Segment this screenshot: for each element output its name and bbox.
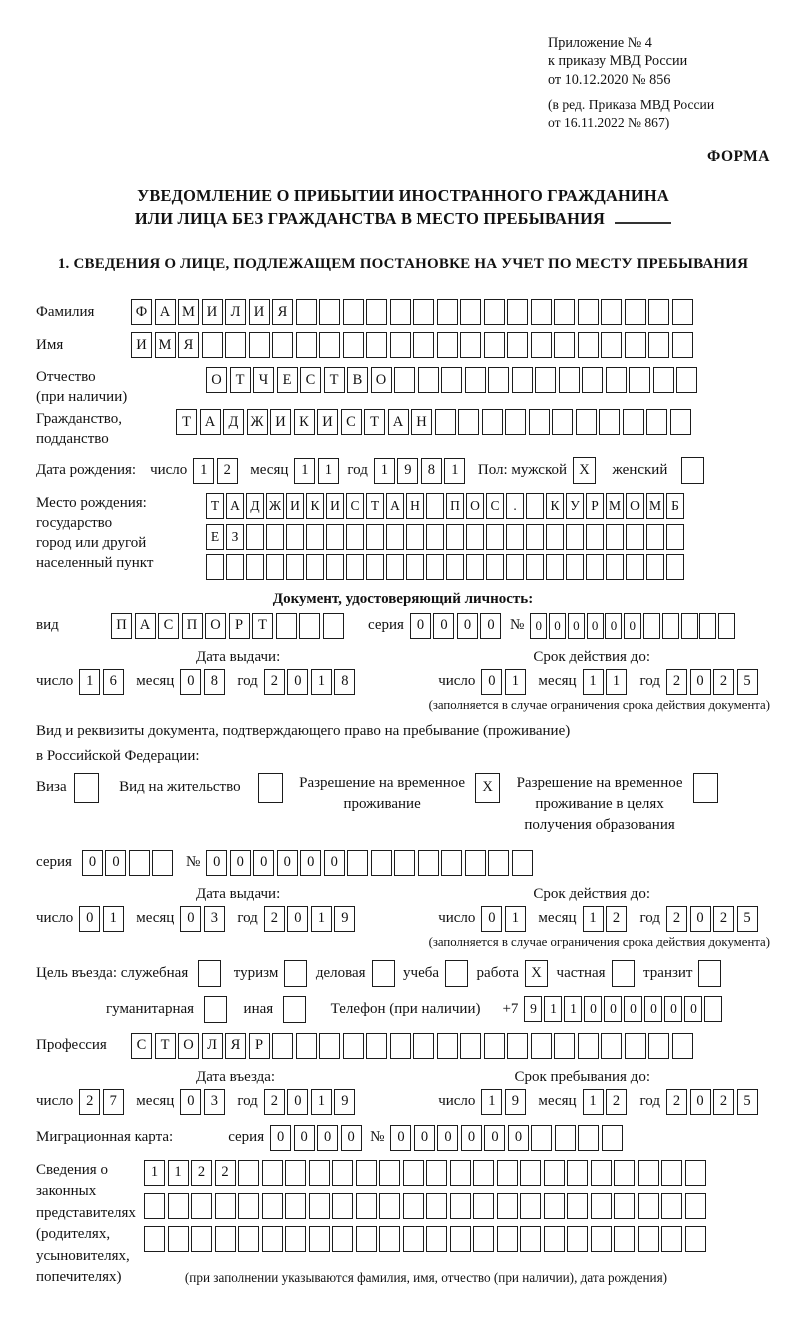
birthplace-label-line: Место рождения: <box>36 495 147 512</box>
month-label: месяц <box>538 910 577 927</box>
doc-expiry-date <box>438 669 770 695</box>
patronymic-cells[interactable]: О Т Ч Е С Т В О <box>206 367 700 393</box>
temp-permit-label-line2: проживание <box>343 795 421 812</box>
doc-number-cells[interactable]: 0 0 0 0 0 0 <box>530 613 737 639</box>
stay-until-heading: Срок пребывания до: <box>514 1068 650 1085</box>
temp-permit-label <box>299 773 465 815</box>
issue-date-heading: Дата выдачи: <box>196 885 281 902</box>
field-profession <box>36 1033 770 1059</box>
doc-issue-month-cells[interactable]: 0 8 <box>180 669 227 695</box>
day-label: число <box>150 462 188 479</box>
month-label: месяц <box>538 673 577 690</box>
valid-until-heading: Срок действия до: <box>533 648 650 665</box>
month-label: месяц <box>250 462 289 479</box>
year-label: год <box>639 910 660 927</box>
day-label: число <box>438 910 476 927</box>
year-label: год <box>639 673 660 690</box>
temp-permit-label-line1: Разрешение на временное <box>299 774 466 791</box>
sex-female-label: женский <box>612 462 668 479</box>
permit-issue-day-cells[interactable]: 0 1 <box>79 906 126 932</box>
purpose-study-checkbox[interactable] <box>445 960 471 987</box>
appendix-line: от 10.12.2020 № 856 <box>548 71 671 88</box>
section1-title: 1. СВЕДЕНИЯ О ЛИЦЕ, ПОДЛЕЖАЩЕМ ПОСТАНОВКЕ НА УЧЕТ ПО МЕСТУ ПРЕБЫВАНИЯ <box>57 256 749 273</box>
purpose-business-label: деловая <box>315 964 366 981</box>
purpose-humanitarian-checkbox[interactable] <box>204 996 230 1023</box>
firstname-label: Имя <box>36 336 64 353</box>
field-citizenship <box>36 409 770 449</box>
year-label: год <box>639 1093 660 1110</box>
entry-year-cells[interactable]: 2 0 1 9 <box>264 1089 358 1115</box>
doc-expiry-month-cells[interactable]: 1 1 <box>583 669 630 695</box>
day-label: число <box>36 910 74 927</box>
citizenship-label-line1: Гражданство, <box>36 411 123 428</box>
representatives-label-line: попечителях) <box>36 1269 122 1286</box>
field-firstname <box>36 332 770 358</box>
field-birthplace <box>36 493 770 585</box>
permit-expiry-day-cells[interactable]: 0 1 <box>481 906 528 932</box>
stay-day-cells[interactable]: 1 9 <box>481 1089 528 1115</box>
valid-until-heading: Срок действия до: <box>533 885 650 902</box>
series-label: серия <box>368 617 404 634</box>
day-label: число <box>36 1093 74 1110</box>
month-label: месяц <box>136 910 175 927</box>
entry-day-cells[interactable]: 2 7 <box>79 1089 126 1115</box>
representatives-label-line: усыновителях, <box>36 1247 130 1264</box>
purpose-other-checkbox[interactable] <box>283 996 309 1023</box>
entry-date <box>36 1089 368 1115</box>
appendix-line: Приложение № 4 <box>548 35 652 51</box>
purpose-tourism-checkbox[interactable] <box>284 960 310 987</box>
sex-male-checkbox[interactable]: X <box>573 457 599 484</box>
residence-permit-label: Вид на жительство <box>119 779 241 796</box>
temp-permit-edu-label-line1: Разрешение на временное <box>516 774 683 791</box>
purpose-row1 <box>36 960 770 987</box>
day-label: число <box>438 673 476 690</box>
form-title-line2 <box>36 207 770 231</box>
representatives-label-line: Сведения о <box>36 1161 108 1178</box>
purpose-private-checkbox[interactable] <box>612 960 638 987</box>
year-label: год <box>237 673 258 690</box>
entry-dates-row <box>36 1089 770 1115</box>
surname-label: Фамилия <box>36 303 95 320</box>
residence-doc-checkboxes <box>36 773 770 836</box>
field-patronymic <box>36 367 770 407</box>
permit-series-cells[interactable]: 0 0 <box>82 850 176 876</box>
representatives-label-line: представителях <box>36 1204 136 1221</box>
birthdate-label: Дата рождения: <box>36 462 137 479</box>
appendix-block <box>548 34 770 89</box>
representatives-cells-block <box>144 1160 708 1286</box>
doc-kind-cells[interactable]: П А С П О Р Т <box>111 613 346 639</box>
purpose-work-label: работа <box>476 964 520 981</box>
doc-restriction-note: (заполняется в случае ограничения срока действия документа) <box>428 697 770 712</box>
temp-permit-option <box>299 773 502 815</box>
doc-expiry-year-cells[interactable]: 2 0 2 5 <box>666 669 760 695</box>
entry-date-heading: Дата въезда: <box>196 1068 276 1085</box>
representatives-note: (при заполнении указываются фамилия, имя, отчество (при наличии), дата рождения) <box>184 1269 668 1285</box>
birthplace-label-line: государство <box>36 515 113 532</box>
revision-block <box>548 96 770 131</box>
doc-series-cells[interactable]: 0 0 0 0 <box>410 613 504 639</box>
doc-kind-label: вид <box>36 617 59 634</box>
representatives-label <box>36 1160 144 1289</box>
doc-issue-date <box>36 669 368 695</box>
day-label: число <box>438 1093 476 1110</box>
birthplace-row3-cells[interactable] <box>206 554 686 580</box>
number-label: № <box>185 854 201 871</box>
citizenship-cells[interactable]: Т А Д Ж И К И С Т А Н <box>176 409 693 435</box>
series-label: серия <box>36 854 72 871</box>
month-label: месяц <box>538 1093 577 1110</box>
doc-dates-row <box>36 669 770 695</box>
purpose-work-checkbox[interactable]: X <box>525 960 551 987</box>
number-label: № <box>509 617 525 634</box>
permit-expiry-date <box>438 906 770 932</box>
birthplace-row1-cells[interactable]: Т А Д Ж И К И С Т А Н П О С . К У Р М О М Б <box>206 493 686 519</box>
residence-permit-checkbox[interactable] <box>258 773 286 803</box>
permit-dates-headings <box>36 886 770 903</box>
field-surname <box>36 299 770 325</box>
sex-male-label: Пол: мужской <box>477 462 568 479</box>
year-label: год <box>347 462 368 479</box>
permit-dates-row <box>36 906 770 932</box>
birthplace-row2-cells[interactable]: Е З <box>206 524 686 550</box>
profession-cells[interactable]: С Т О Л Я Р <box>131 1033 695 1059</box>
temp-permit-edu-option <box>517 773 720 836</box>
migration-card-label: Миграционная карта: <box>36 1129 174 1146</box>
stay-year-cells[interactable]: 2 0 2 5 <box>666 1089 760 1115</box>
temp-permit-edu-label-line2: проживание в целях <box>535 795 664 812</box>
surname-cells[interactable]: Ф А М И Л И Я <box>131 299 695 325</box>
form-label: ФОРМА <box>706 147 770 165</box>
representatives-block <box>36 1160 770 1289</box>
purpose-transit-label: транзит <box>643 964 693 981</box>
representatives-label-line: законных <box>36 1183 97 1200</box>
field-doc-kind <box>36 613 770 639</box>
citizenship-label-line2: подданство <box>36 431 109 448</box>
birthplace-label <box>36 493 206 573</box>
birthplace-cells-block <box>206 493 686 585</box>
patronymic-label-line2: (при наличии) <box>36 389 128 406</box>
temp-permit-edu-label-line3: получения образования <box>524 816 675 833</box>
birthplace-label-line: город или другой <box>36 535 147 552</box>
permit-issue-year-cells[interactable]: 2 0 1 9 <box>264 906 358 932</box>
profession-label: Профессия <box>36 1037 107 1054</box>
stay-until-date <box>438 1089 770 1115</box>
residence-doc-line1: Вид и реквизиты документа, подтверждающего право на пребывание (проживание) <box>36 722 571 739</box>
temp-permit-edu-label <box>517 773 683 836</box>
migration-card-row <box>36 1125 770 1151</box>
revision-line: от 16.11.2022 № 867) <box>548 115 670 131</box>
month-label: месяц <box>136 1093 175 1110</box>
form-title <box>36 184 770 232</box>
purpose-official-checkbox[interactable] <box>198 960 224 987</box>
revision-line: (в ред. Приказа МВД России <box>548 97 715 113</box>
purpose-transit-checkbox[interactable] <box>698 960 724 987</box>
field-birthdate <box>36 457 770 484</box>
phone-prefix: +7 <box>502 1000 519 1017</box>
doc-expiry-day-cells[interactable]: 0 1 <box>481 669 528 695</box>
visa-option <box>36 773 101 803</box>
doc-issue-day-cells[interactable]: 1 6 <box>79 669 126 695</box>
patronymic-label-line1: Отчество <box>36 369 96 386</box>
representatives-row3-cells[interactable] <box>144 1226 708 1252</box>
form-title-line2-text: ИЛИ ЛИЦА БЕЗ ГРАЖДАНСТВА В МЕСТО ПРЕБЫВАНИЯ <box>134 209 606 229</box>
residence-permit-option <box>119 773 285 803</box>
entry-month-cells[interactable]: 0 3 <box>180 1089 227 1115</box>
birth-day-cells[interactable]: 1 2 <box>193 458 240 484</box>
migration-number-cells[interactable]: 0 0 0 0 0 0 <box>390 1125 625 1151</box>
permit-issue-date <box>36 906 368 932</box>
citizenship-label <box>36 409 176 449</box>
purpose-humanitarian-label: гуманитарная <box>106 1000 195 1017</box>
representatives-row1-cells[interactable]: 1 1 2 2 <box>144 1160 708 1186</box>
purpose-study-label: учеба <box>403 964 440 981</box>
permit-restriction-note: (заполняется в случае ограничения срока действия документа) <box>428 934 770 949</box>
appendix-line: к приказу МВД России <box>548 53 688 70</box>
residence-doc-line2: в Российской Федерации: <box>36 747 200 764</box>
purpose-label: Цель въезда: служебная <box>36 964 189 981</box>
doc-dates-headings <box>36 649 770 666</box>
sex-female-checkbox[interactable] <box>681 457 707 484</box>
doc-issue-year-cells[interactable]: 2 0 1 8 <box>264 669 358 695</box>
purpose-other-label: иная <box>243 1000 274 1017</box>
permit-expiry-year-cells[interactable]: 2 0 2 5 <box>666 906 760 932</box>
year-label: год <box>237 910 258 927</box>
number-label: № <box>370 1129 385 1146</box>
entry-dates-headings <box>36 1069 770 1086</box>
identity-doc-heading: Документ, удостоверяющий личность: <box>272 590 534 607</box>
year-label: год <box>237 1093 258 1110</box>
series-label: серия <box>228 1129 265 1146</box>
issue-date-heading: Дата выдачи: <box>196 648 281 665</box>
purpose-private-label: частная <box>556 964 606 981</box>
purpose-row2 <box>36 996 770 1023</box>
purpose-business-checkbox[interactable] <box>372 960 398 987</box>
phone-label: Телефон (при наличии) <box>330 1000 481 1017</box>
birth-year-cells[interactable]: 1 9 8 1 <box>374 458 468 484</box>
title-underline <box>615 208 671 224</box>
temp-permit-checkbox[interactable]: X <box>475 773 503 803</box>
permit-series-row <box>36 850 770 876</box>
patronymic-label <box>36 367 206 407</box>
representatives-rows <box>144 1160 708 1252</box>
phone-cells[interactable]: 9 1 1 0 0 0 0 0 0 <box>524 996 724 1022</box>
representatives-label-line: (родителях, <box>36 1226 111 1243</box>
permit-number-cells[interactable]: 0 0 0 0 0 0 <box>206 850 535 876</box>
migration-series-cells[interactable]: 0 0 0 0 <box>270 1125 364 1151</box>
month-label: месяц <box>136 673 175 690</box>
birthplace-label-line: населенный пункт <box>36 555 154 572</box>
visa-label: Виза <box>36 779 67 796</box>
firstname-cells[interactable]: И М Я <box>131 332 695 358</box>
form-title-line1: УВЕДОМЛЕНИЕ О ПРИБЫТИИ ИНОСТРАННОГО ГРАЖДАНИНА <box>137 185 669 205</box>
temp-permit-edu-checkbox[interactable] <box>693 773 721 803</box>
permit-issue-month-cells[interactable]: 0 3 <box>180 906 227 932</box>
representatives-row2-cells[interactable] <box>144 1193 708 1219</box>
stay-month-cells[interactable]: 1 2 <box>583 1089 630 1115</box>
permit-expiry-month-cells[interactable]: 1 2 <box>583 906 630 932</box>
purpose-tourism-label: туризм <box>233 964 279 981</box>
birth-month-cells[interactable]: 1 1 <box>294 458 341 484</box>
visa-checkbox[interactable] <box>74 773 102 803</box>
day-label: число <box>36 673 74 690</box>
